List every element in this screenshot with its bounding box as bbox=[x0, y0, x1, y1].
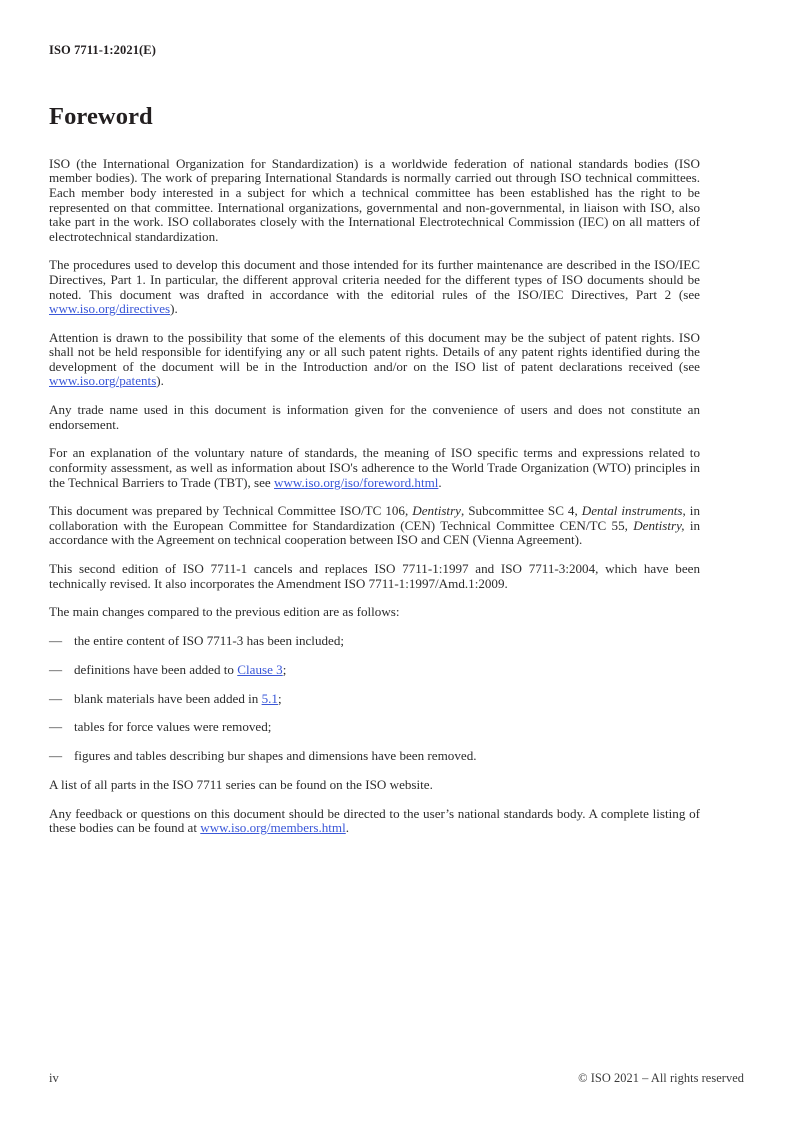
paragraph-procedures bbox=[49, 258, 700, 316]
paragraph-voluntary-text-before: For an explanation of the voluntary nature of standards, the meaning of ISO specific terms and expressions related to conformity assessment, as well as information about ISO's adherence to the World Trade Organization (WTO) principles in the Technical Barriers to Trade (TBT), see bbox=[49, 445, 700, 490]
paragraph-feedback-text-before: Any feedback or questions on this document should be directed to the user’s national standards body. A complete listing of these bodies can be found at bbox=[49, 805, 700, 836]
paragraph-patent-text-after: ). bbox=[156, 373, 164, 389]
link-iso-directives[interactable]: www.iso.org/directives bbox=[49, 301, 171, 317]
em-dash-marker: — bbox=[49, 661, 63, 677]
list-item-text-before: definitions have been added to bbox=[74, 661, 238, 677]
copyright-notice: © ISO 2021 – All rights reserved bbox=[578, 1071, 744, 1085]
paragraph-iso-intro: ISO (the International Organization for Standardization) is a worldwide federation of national standards bodies (ISO member bodies). The work of preparing International Standards is normally carried out through ISO technical committees. Each member body interested in a subject for which a technical committee has been established has the right to be represented on that committee. International organizations, governmental and non-governmental, in liaison with ISO, also take part in the work. ISO collaborates closely with the International Electrotechnical Commission (IEC) on all matters of electrotechnical standardization. bbox=[49, 155, 700, 244]
list-item-text-before: blank materials have been added in bbox=[74, 690, 262, 706]
em-dash-marker: — bbox=[49, 748, 63, 764]
list-item bbox=[49, 749, 700, 764]
link-subclause-5-1[interactable]: 5.1 bbox=[261, 690, 278, 706]
paragraph-main-changes-intro: The main changes compared to the previous edition are as follows: bbox=[49, 604, 400, 620]
paragraph-procedures-text-before: The procedures used to develop this document and those intended for its further maintenance are described in the ISO/IEC Directives, Part 1. In particular, the different approval criteria needed for the different types of ISO documents should be noted. This document was drafted in accordance with the editorial rules of the ISO/IEC Directives, Part 2 (see bbox=[49, 257, 700, 302]
paragraph-all-parts: A list of all parts in the ISO 7711 series can be found on the ISO website. bbox=[49, 776, 433, 792]
em-dash-marker: — bbox=[49, 719, 63, 735]
list-item-label: figures and tables describing bur shapes and dimensions have been removed. bbox=[74, 748, 477, 764]
link-iso-patents[interactable]: www.iso.org/patents bbox=[49, 373, 157, 389]
tc-italic-dentistry-2: Dentistry, bbox=[633, 517, 685, 533]
page-title: Foreword bbox=[49, 103, 153, 130]
list-item bbox=[49, 634, 700, 649]
list-item-label: tables for force values were removed; bbox=[74, 719, 272, 735]
list-item-label: the entire content of ISO 7711-3 has been included; bbox=[74, 633, 345, 649]
link-clause-3[interactable]: Clause 3 bbox=[237, 661, 283, 677]
tc-text-4: in accordance with the Agreement on technical cooperation between ISO and CEN (Vienna Agreement). bbox=[49, 517, 700, 548]
paragraph-procedures-text-after: ). bbox=[170, 301, 178, 317]
paragraph-patent-rights bbox=[49, 331, 700, 389]
list-item bbox=[49, 692, 700, 707]
changes-list bbox=[49, 634, 700, 763]
paragraph-technical-committee bbox=[49, 504, 700, 548]
list-item-text-after: ; bbox=[277, 690, 282, 706]
running-head: ISO 7711-1:2021(E) bbox=[49, 43, 157, 57]
tc-italic-dentistry-1: Dentistry bbox=[412, 503, 461, 519]
paragraph-voluntary-nature bbox=[49, 446, 700, 490]
paragraph-second-edition: This second edition of ISO 7711-1 cancels and replaces ISO 7711-1:1997 and ISO 7711-3:2004, which have been technically revised. It also incorporates the Amendment ISO 7711-1:1997/Amd.1:2009. bbox=[49, 561, 700, 591]
em-dash-marker: — bbox=[49, 633, 63, 649]
list-item bbox=[49, 720, 700, 735]
paragraph-patent-text-before: Attention is drawn to the possibility that some of the elements of this document may be the subject of patent rights. ISO shall not be held responsible for identifying any or all such patent rights. Details of any patent rights identified during the development of the document will be in the Introduction and/or on the ISO list of patent declarations received (see bbox=[49, 329, 700, 374]
page-footer bbox=[49, 1071, 744, 1086]
paragraph-voluntary-text-after: . bbox=[438, 474, 442, 490]
page-number: iv bbox=[49, 1071, 59, 1085]
tc-text-1: This document was prepared by Technical Committee ISO/TC 106, bbox=[49, 503, 413, 519]
tc-text-2: , Subcommittee SC 4, bbox=[460, 503, 582, 519]
paragraph-feedback bbox=[49, 807, 700, 836]
tc-italic-dental-instruments: Dental instruments bbox=[581, 503, 683, 519]
em-dash-marker: — bbox=[49, 690, 63, 706]
link-iso-members[interactable]: www.iso.org/members.html bbox=[200, 820, 346, 836]
paragraph-trade-name: Any trade name used in this document is information given for the convenience of users and does not constitute an endorsement. bbox=[49, 402, 700, 432]
list-item bbox=[49, 663, 700, 678]
paragraph-feedback-text-after: . bbox=[345, 820, 350, 836]
document-content bbox=[49, 104, 700, 836]
link-iso-foreword[interactable]: www.iso.org/iso/foreword.html bbox=[274, 474, 439, 490]
list-item-text-after: ; bbox=[282, 661, 287, 677]
tc-text-3: , in collaboration with the European Committee for Standardization (CEN) Technical Committee CEN/TC 55, bbox=[49, 503, 700, 533]
